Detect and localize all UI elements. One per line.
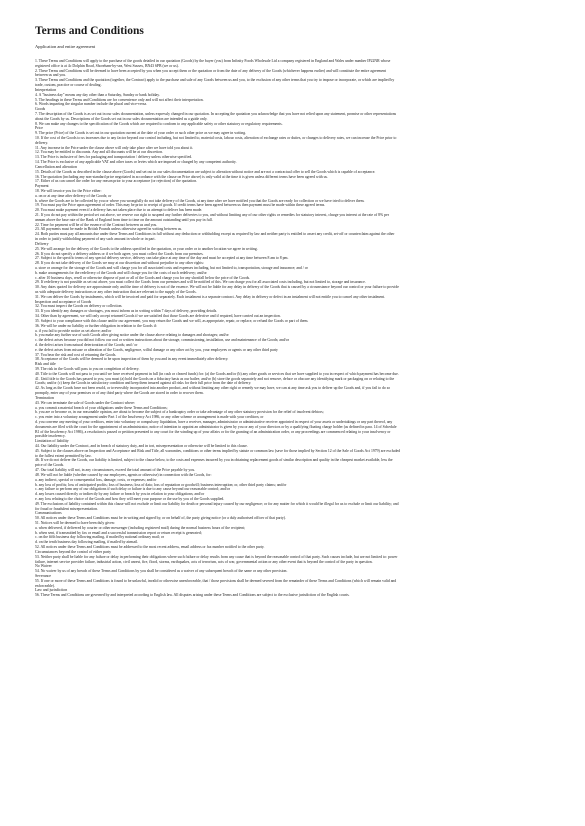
terms-line: 9. The price (Price) of the Goods is set out in our quotation current at the date of your order or such other price as we may agree in writing. <box>35 131 247 136</box>
document-subtitle: Application and entire agreement <box>35 44 96 49</box>
terms-line: 36. We will be under no liability or further obligation in relation to the Goods if: <box>35 323 157 328</box>
terms-line: 48. We will not be liable (whether caused by our employees, agents or otherwise) in connection with the Goods, for: <box>35 472 212 477</box>
terms-line: 1. These Terms and Conditions will apply to the purchase of the goods detailed in our quotation (Goods) by the buyer (you) from Infinity Foods Wholesale Ltd a company registered in England and Wales under number IP22NR whose <box>35 59 391 63</box>
terms-line: 7. The description of the Goods is as set out in our sales documentation, unless expressly changed in our quotation. In accepting the quotation you acknowledge that you have not relied upon any statement, promise or other representations <box>35 111 397 116</box>
terms-line: a. store or arrange for the storage of the Goods and will charge you for all associated costs and expenses including, but not limited to, transportation, storage and insurance; and / or <box>35 265 308 270</box>
section-heading: Communications <box>35 511 62 516</box>
terms-line: c. on the fifth business day following mailing, if mailed by national ordinary mail; or <box>35 535 165 540</box>
terms-line: 37. You bear the risk and cost of returning the Goods. <box>35 352 117 357</box>
terms-line: 39. The risk in the Goods will pass to you on completion of delivery. <box>35 367 140 371</box>
section-heading: Severance <box>35 573 51 578</box>
terms-line: e. the defect arises from misuse or alteration of the Goods, negligence, wilful damage or any other act by you, your employees or agents or any other third party <box>35 347 278 352</box>
terms-body <box>35 59 551 598</box>
section-heading: Interpretation <box>35 87 57 92</box>
section-heading: Inspection and acceptance of Goods <box>35 299 92 304</box>
terms-line: a. if you fail to provide notice as set above; and/or <box>35 328 112 333</box>
section-heading: Price <box>35 126 43 131</box>
terms-line: d. the defect arises from natural deterioration of the Goods; and / or <box>35 342 138 347</box>
terms-line: b. when sent, if transmitted by fax or email and a successful transmission report or return receipt is generated; <box>35 530 202 535</box>
terms-line: d. any losses caused directly or indirectly by any failure or breach by you in relation to your obligations; and/or <box>35 492 205 497</box>
terms-line: c. the defect arises because you did not follow our oral or written instructions about the storage, commissioning, installation, use and maintenance of the Goods; and/or <box>35 338 290 343</box>
terms-line: 19. You must pay the Price upon agreement of order. This may be prior to receipt of goods. If credit terms have been agreed between us then payment must be made within these agreed terms. <box>35 203 326 208</box>
section-heading: Law and jurisdiction <box>35 588 68 593</box>
terms-line: delivery. <box>35 140 49 145</box>
terms-line: c. any failure to perform any of our obligations if such delay or failure is due to any cause beyond our reasonable control; and/or <box>35 487 231 492</box>
terms-line: to the fullest extent permitted by law. <box>35 453 92 458</box>
terms-line: 2. These Terms and Conditions will be deemed to have been accepted by you when you accept them or the quotation or from the date of any delivery of the Goods (whichever happens earlier) and will constitute the entire agreement <box>35 68 387 73</box>
terms-line: 5. The headings in these Terms and Conditions are for convenience only and will not affect their interpretation. <box>35 97 204 102</box>
terms-line: 47. Our total liability will not, in any circumstances, exceed the total amount of the Price payable by you. <box>35 468 196 473</box>
terms-line: between us and you. <box>35 73 66 78</box>
terms-line: 15. Details of the Goods as described in the clause above (Goods) and set out in our sales documentation are subject to alteration without notice and are not a contractual offer to sell the Goods which is capable of acceptance. <box>35 169 376 174</box>
terms-line: a. when delivered, if delivered by courier or other messenger (including registered mail) during the normal business hours of the recipient; <box>35 525 246 530</box>
terms-line: 51. Notices will be deemed to have been duly given: <box>35 521 115 525</box>
terms-line: c. you enter into a voluntary arrangement under Part 1 of the Insolvency Act 1986, or any other scheme or arrangement is made with your creditors; or <box>35 415 264 420</box>
terms-line: 10. If the cost of the Goods to us increases due to any factor beyond our control including, but not limited to, material costs, labour costs, alteration of exchange rates or duties, or changes to delivery rates, we can increase the Price prior to <box>35 136 397 140</box>
terms-line: for fraud or fraudulent misrepresentation. <box>35 506 98 511</box>
terms-line: 25. We will arrange for the delivery of the Goods to the address specified in the quotation, or your order or to another location we agree in writing. <box>35 246 258 251</box>
section-heading: Termination <box>35 395 54 400</box>
terms-line: 35. Subject to your compliance with this clause and/or our agreement, you may return the Goods and we will, as appropriate, repair, or replace, or refund the Goods or part of them. <box>35 318 309 323</box>
section-heading: Limitation of liability <box>35 439 69 444</box>
terms-line: Goods; and/or (c) keep the Goods in satisfactory condition and keep them insured against all risks for their full price from the date of delivery. <box>35 381 252 386</box>
terms-line: 13. The Price is inclusive of fees for packaging and transportation / delivery unless otherwise specified. <box>35 155 193 160</box>
section-heading: Goods <box>35 107 46 112</box>
terms-line: 8. We can make any changes to the specification of the Goods which are required to conform to any applicable safety or other statutory or regulatory requirements. <box>35 121 283 126</box>
terms-line: 40. Title to the Goods will not pass to you until we have received payment in full (in cash or cleared funds) for: (a) the Goods and/or (b) any other goods or services that we have supplied to you in respect of which payment has become due. <box>35 371 399 376</box>
terms-line: 23. All payments must be made in British Pounds unless otherwise agreed in writing between us. <box>35 227 183 232</box>
document-title: Terms and Conditions <box>35 25 144 37</box>
section-heading: No Waiver <box>35 564 52 569</box>
terms-line: b. make arrangements for the redelivery of the Goods and will charge you for the costs of such redelivery; and/or <box>35 270 207 275</box>
terms-line: c. after 10 business days, resell or otherwise dispose of part or all of the Goods and charge you for any shortfall below the price of the Goods. <box>35 275 251 280</box>
terms-line: 53. Neither party shall be liable for any failure or delay in performing their obligations where such failure or delay results from any cause that is beyond the reasonable control of that party. Such causes include, but are not limited to: power <box>35 554 398 559</box>
terms-line: 14. The Price is exclusive of any applicable VAT and other taxes or levies which are imposed or charged by any competent authority. <box>35 160 237 165</box>
terms-line: 52. All notices under these Terms and Conditions must be addressed to the most recent address, email address or fax number notified to the other party. <box>35 545 265 550</box>
terms-line: price of the Goods. <box>35 463 65 468</box>
terms-line: possible insolvency. <box>35 434 66 439</box>
terms-line: 42. As long as the Goods have not been resold, or irreversibly incorporated into another product, and without limiting any other right or remedy we may have, we can at any time ask you to deliver up the Goods and, if you fail to do so <box>35 386 391 391</box>
terms-line: 24. Both parties must pay all amounts due under these Terms and Conditions in full without any deduction or withholding except as required by law and neither party is entitled to assert any credit, set-off or counterclaim against the other <box>35 232 395 237</box>
terms-line: promptly, enter any of your premises or of any third party where the Goods are stored in order to recover them. <box>35 391 204 396</box>
terms-line: 55. If one or more of these Terms and Conditions is found to be unlawful, invalid or otherwise unenforceable, that / those provisions shall be deemed severed from the remainder of these Terms and Conditions (which will remain valid and <box>35 578 397 583</box>
terms-line: annum above the base rate of the Bank of England from time to time on the amount outstanding until you pay in full. <box>35 217 213 222</box>
terms-line: about the Goods by us. Descriptions of the Goods set out in our sales documentation are intended as a guide only. <box>35 116 208 121</box>
terms-line: 16. The quotation (including any non-standard price negotiated in accordance with the clause on Price above) is only valid at the time it is given unless different terms have been agreed with us. <box>35 174 328 179</box>
terms-line: a. on or at any time after delivery of the Goods; or <box>35 193 112 198</box>
terms-line: 45. Subject to the clauses above on Inspection and Acceptance and Risk and Title, all warranties, conditions or other terms implied by statute or common law (save for those implied by Section 12 of the Sale of Goods Act 1979) are excluded <box>35 448 401 453</box>
terms-line: b. where the Goods are to be collected by you or where you wrongfully do not take delivery of the Goods, at any time after we have notified you that the Goods are ready for collection or we have tried to deliver them. <box>35 198 365 203</box>
section-heading: Risk and title <box>35 362 56 367</box>
section-heading: Payment <box>35 184 49 189</box>
terms-line: b. you make any further use of such Goods after giving notice under the clause above relating to damages and shortages; and/or <box>35 333 229 338</box>
terms-line: 20. You must make payment even if a delivery has not taken place due to us attempt to deliver has been made. <box>35 208 203 213</box>
terms-line: enforceable). <box>35 583 55 588</box>
terms-line: 34. Other than by agreement, we will only accept returned Goods if we are satisfied that those Goods are defective and if required, have carried out an inspection. <box>35 314 281 319</box>
terms-line: 33. If you identify any damages or shortages, you must inform us in writing within 7 days of delivery, providing details. <box>35 309 218 314</box>
terms-line: 56. These Terms and Conditions are governed by and interpreted according to English law. All disputes arising under these Terms and Conditions are subject to the exclusive jurisdiction of the English courts. <box>35 593 350 598</box>
terms-line: 41. Until title to the Goods has passed to you, you must (a) hold the Goods on a fiduciary basis as our bailee, and/or (b) store the goods separately and not remove, deface or obscure any identifying mark or packaging on or relating to the <box>35 376 395 381</box>
terms-line: 29. If redelivery is not possible as set out above, you must collect the Goods from our premises and will be notified of this. We can charge you for all associated costs including, but not limited to, storage and insurance. <box>35 280 366 285</box>
terms-line: 12. You may be entitled to discounts. Any and all discounts will be at our discretion. <box>35 150 163 155</box>
terms-line: documents are filed with the court for the appointment of an administrator, notice of intention to appoint an administrator is given by you or any of your directors or by a qualifying floating charge holder (as defined in para. 14 of Schedule <box>35 424 397 429</box>
terms-line: b. any loss of profits; loss of anticipated profits; loss of business; loss of data; loss of reputation or goodwill; business interruption; or, other third party claims; and/or <box>35 482 287 487</box>
terms-line: d. on the tenth business day following mailing, if mailed by airmail. <box>35 540 139 545</box>
section-heading: Circumstances beyond the control of either party <box>35 549 112 554</box>
terms-line: in order to justify withholding payment of any such amount in whole or in part. <box>35 237 156 242</box>
terms-line: 28. If you do not take delivery of the Goods we may at our discretion and without prejudice to any other rights: <box>35 261 204 266</box>
terms-line: 21. If you do not pay within the period set out above, we reserve our right to suspend any further deliveries to you, and without limiting any of our other rights or remedies for statutory interest, charge you interest at the rate of 8% per <box>35 213 390 217</box>
terms-line: 27. Subject to the specific terms of any special delivery service, delivery can take place at any time of the day and must be accepted at any time between 8 am to 8 pm. <box>35 256 289 261</box>
terms-line: 11. Any increase in the Price under the clause above will only take place after we have told you about it. <box>35 145 194 150</box>
terms-line: 3. These Terms and Conditions and the quotation (together, the Contract) apply to the purchase and sale of any Goods between us and you, to the exclusion of any other terms that you try to impose or incorporate, or which are implied by <box>35 78 395 83</box>
terms-line: us with adequate delivery instructions or any other instruction that are relevant to the supply of the Goods. <box>35 290 197 294</box>
terms-line: 49. The exclusions of liability contained within this clause will not exclude or limit our liability for death or personal injury caused by our negligence; or for any matter for which it would be illegal for us to exclude or limit our liability; and <box>35 501 399 506</box>
terms-line: 44. Our liability under the Contract, and in breach of statutory duty, and in tort, misrepresentation or otherwise will be limited to this clause. <box>35 444 248 448</box>
section-heading: Delivery <box>35 241 49 246</box>
terms-line: b. you are or become or, in our reasonable opinion, are about to become the subject of a bankruptcy order or take advantage of any other statutory provision for the relief of insolvent debtors; <box>35 410 324 415</box>
terms-line: 32. You must inspect the Goods on delivery or collection. <box>35 304 123 309</box>
terms-line: 54. No waiver by us of any breach of these Terms and Conditions by you shall be considered as a waiver of any subsequent breach of the same or any other provision. <box>35 569 288 574</box>
terms-line: d. you convene any meeting of your creditors, enter into voluntary or compulsory liquidation, have a receiver, manager, administrator or administrative receiver appointed in respect of your assets or undertakings or any part thereof, any <box>35 419 393 424</box>
terms-line: 46. If we do not deliver the Goods, our liability is limited, subject to the clause below, to the costs and expenses incurred by you in obtaining replacement goods of similar description and quality in the cheapest market available, less the <box>35 458 393 463</box>
terms-line: failure, internet service provider failure, industrial action, civil unrest, fire, flood, storms, earthquakes, acts of terrorism, acts of war, governmental action or any other event that is beyond the control of the party in question. <box>35 559 373 564</box>
terms-line: a. any indirect, special or consequential loss, damage, costs, or expenses; and/or <box>35 477 157 482</box>
terms-line: 22. Time for payment will be of the essence of the Contract between us and you. <box>35 222 158 227</box>
terms-line: 17. Either of us can cancel the order for any reason prior to your acceptance (or rejection) of the quotation. <box>35 179 198 184</box>
terms-line: 50. All notices under these Terms and Conditions must be in writing and signed by, or on behalf of, the party giving notice (or a duly authorised officer of that party). <box>35 516 286 521</box>
section-heading: Cancellation and alteration <box>35 164 77 169</box>
terms-line: 43. We can terminate the sale of Goods under the Contract where: <box>35 400 135 405</box>
terms-line: registered office is at 4c Dolphin Road, Shoreham-by-sea, West Sussex, BN43 6PB (we or us). <box>35 63 179 68</box>
terms-line: 6. Words imparting the singular number include the plural and vice-versa. <box>35 102 148 107</box>
terms-line: 31. We can deliver the Goods by instalments, which will be invoiced and paid for separately. Each instalment is a separate contract. Any delay in delivery or defect in an instalment will not entitle you to cancel any other instalment. <box>35 294 386 299</box>
terms-line: trade, custom, practice or course of dealing. <box>35 83 102 88</box>
terms-line: 18. We will invoice you for the Price either: <box>35 188 102 193</box>
document-page <box>35 24 551 814</box>
terms-line: a. you commit a material breach of your obligations under these Terms and Conditions; <box>35 405 168 410</box>
terms-line: e. any loss relating to the choice of the Goods and how they will meet your purpose or the use by you of the Goods supplied. <box>35 496 225 501</box>
terms-line: 26. If you do not specify a delivery address or if we both agree, you must collect the Goods from our premises. <box>35 251 204 256</box>
terms-line: 4. A "business day" means any day other than a Saturday, Sunday or bank holiday. <box>35 92 160 97</box>
terms-line: 38. Acceptance of the Goods will be deemed to be upon inspection of them by you and in any event immediately after delivery. <box>35 357 229 362</box>
terms-line: B1 of the Insolvency Act 1986), a resolution is passed or petition presented to any court for the winding up of your affairs or for the granting of an administration order, or any proceedings are commenced relating to your insolvency or <box>35 429 391 434</box>
terms-line: 30. Any dates quoted for delivery are approximate only and the time of delivery is not of the essence. We will not be liable for any delay in delivery of the Goods that is caused by a circumstance beyond our control or your failure to provide <box>35 285 399 290</box>
